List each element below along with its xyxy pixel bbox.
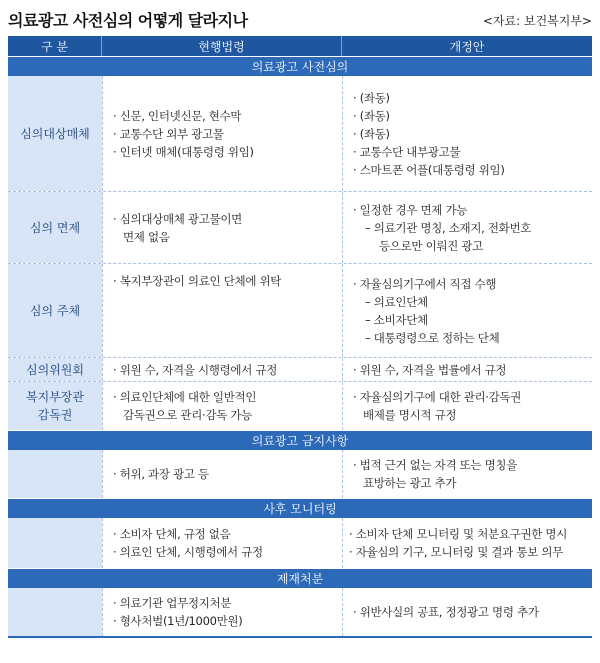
row-category bbox=[8, 450, 102, 498]
revised-cell bbox=[342, 192, 592, 263]
list-item: · 자율심의 기구, 모니터링 및 결과 통보 의무 bbox=[349, 545, 563, 559]
header-current: 현행법령 bbox=[102, 36, 342, 56]
revised-cell bbox=[342, 450, 592, 498]
list-item: · 자율심의기구에 대한 관리·감독권 bbox=[353, 390, 522, 404]
row-category bbox=[8, 518, 102, 568]
list-item: 등으로만 이뤄진 광고 bbox=[379, 238, 483, 253]
section-band: 의료광고 금지사항 bbox=[8, 430, 592, 450]
source-label: <자료: 보건복지부> bbox=[482, 14, 592, 28]
list-item: · 복지부장관이 의료인 단체에 위탁 bbox=[113, 274, 282, 288]
table-row bbox=[8, 588, 592, 636]
table-row bbox=[8, 382, 592, 430]
table-row bbox=[8, 264, 592, 358]
current-cell bbox=[102, 76, 342, 191]
list-item: · 자율심의기구에서 직접 수행 bbox=[353, 276, 497, 291]
revised-cell bbox=[342, 76, 592, 191]
list-item: · 허위, 과장 광고 등 bbox=[113, 467, 209, 481]
list-item: – 소비자단체 bbox=[365, 312, 428, 327]
list-item: · (좌동) bbox=[353, 126, 390, 141]
list-item: · 인터넷 매체(대통령령 위임) bbox=[113, 144, 254, 159]
table-row bbox=[8, 450, 592, 498]
list-item: · 소비자 단체, 규정 없음 bbox=[113, 527, 231, 541]
row-category: 심의위원회 bbox=[8, 358, 102, 381]
list-item: · 의료인 단체, 시행령에서 규정 bbox=[113, 545, 263, 559]
list-item: · 의료기관 업무정지처분 bbox=[113, 596, 232, 610]
list-item: – 대통령령으로 정하는 단체 bbox=[365, 330, 500, 345]
table-header bbox=[8, 36, 592, 56]
list-item: – 의료인단체 bbox=[365, 294, 428, 309]
header-category: 구 분 bbox=[8, 36, 102, 56]
row-category: 심의 주체 bbox=[8, 264, 102, 357]
section-band: 사후 모니터링 bbox=[8, 498, 592, 518]
comparison-table bbox=[8, 36, 592, 638]
list-item: · 법적 근거 없는 자격 또는 명칭을 bbox=[353, 458, 518, 472]
page-title: 의료광고 사전심의 어떻게 달라지나 bbox=[8, 11, 248, 30]
list-item: · 일정한 경우 면제 가능 bbox=[353, 202, 468, 217]
current-cell bbox=[102, 358, 342, 381]
current-cell bbox=[102, 382, 342, 430]
row-category: 심의대상매체 bbox=[8, 76, 102, 191]
section-band: 제재처분 bbox=[8, 568, 592, 588]
list-item: 감독권으로 관리·감독 가능 bbox=[123, 408, 252, 422]
row-category bbox=[8, 588, 102, 636]
section-band: 의료광고 사전심의 bbox=[8, 56, 592, 76]
row-category: 심의 면제 bbox=[8, 192, 102, 263]
list-item: · 위원 수, 자격을 시행령에서 규정 bbox=[113, 362, 278, 377]
list-item: · 위반사실의 공표, 정정광고 명령 추가 bbox=[353, 605, 539, 619]
revised-cell bbox=[342, 358, 592, 381]
list-item: · (좌동) bbox=[353, 108, 390, 123]
current-cell bbox=[102, 518, 342, 568]
list-item: · 신문, 인터넷신문, 현수막 bbox=[113, 108, 242, 123]
table-bottom-rule bbox=[8, 636, 592, 638]
list-item: · 심의대상매체 광고물이면 bbox=[113, 211, 242, 226]
list-item: 표방하는 광고 추가 bbox=[363, 476, 457, 490]
list-item: · (좌동) bbox=[353, 90, 390, 105]
current-cell bbox=[102, 192, 342, 263]
list-item: · 교통수단 외부 광고물 bbox=[113, 126, 224, 141]
list-item: – 의료기관 명칭, 소재지, 전화번호 bbox=[365, 220, 532, 235]
list-item: · 의료인단체에 대한 일반적인 bbox=[113, 390, 257, 404]
list-item: 배제를 명시적 규정 bbox=[363, 408, 457, 422]
revised-cell bbox=[342, 588, 592, 636]
list-item: · 스마트폰 어플(대통령령 위임) bbox=[353, 162, 505, 177]
table-row bbox=[8, 358, 592, 382]
list-item: · 교통수단 내부광고물 bbox=[353, 144, 461, 159]
list-item: · 소비자 단체 모니터링 및 처분요구권한 명시 bbox=[349, 527, 568, 541]
table-row bbox=[8, 192, 592, 264]
table-row bbox=[8, 76, 592, 192]
revised-cell bbox=[342, 382, 592, 430]
revised-cell bbox=[342, 264, 592, 357]
list-item: 면제 없음 bbox=[123, 229, 170, 244]
row-category: 복지부장관 감독권 bbox=[8, 382, 102, 430]
current-cell bbox=[102, 588, 342, 636]
table-row bbox=[8, 518, 592, 568]
header-revised: 개정안 bbox=[449, 39, 485, 54]
revised-cell bbox=[342, 518, 592, 568]
list-item: · 위원 수, 자격을 법률에서 규정 bbox=[353, 362, 507, 377]
current-cell bbox=[102, 264, 342, 357]
list-item: · 형사처벌(1년/1000만원) bbox=[113, 614, 243, 628]
current-cell bbox=[102, 450, 342, 498]
